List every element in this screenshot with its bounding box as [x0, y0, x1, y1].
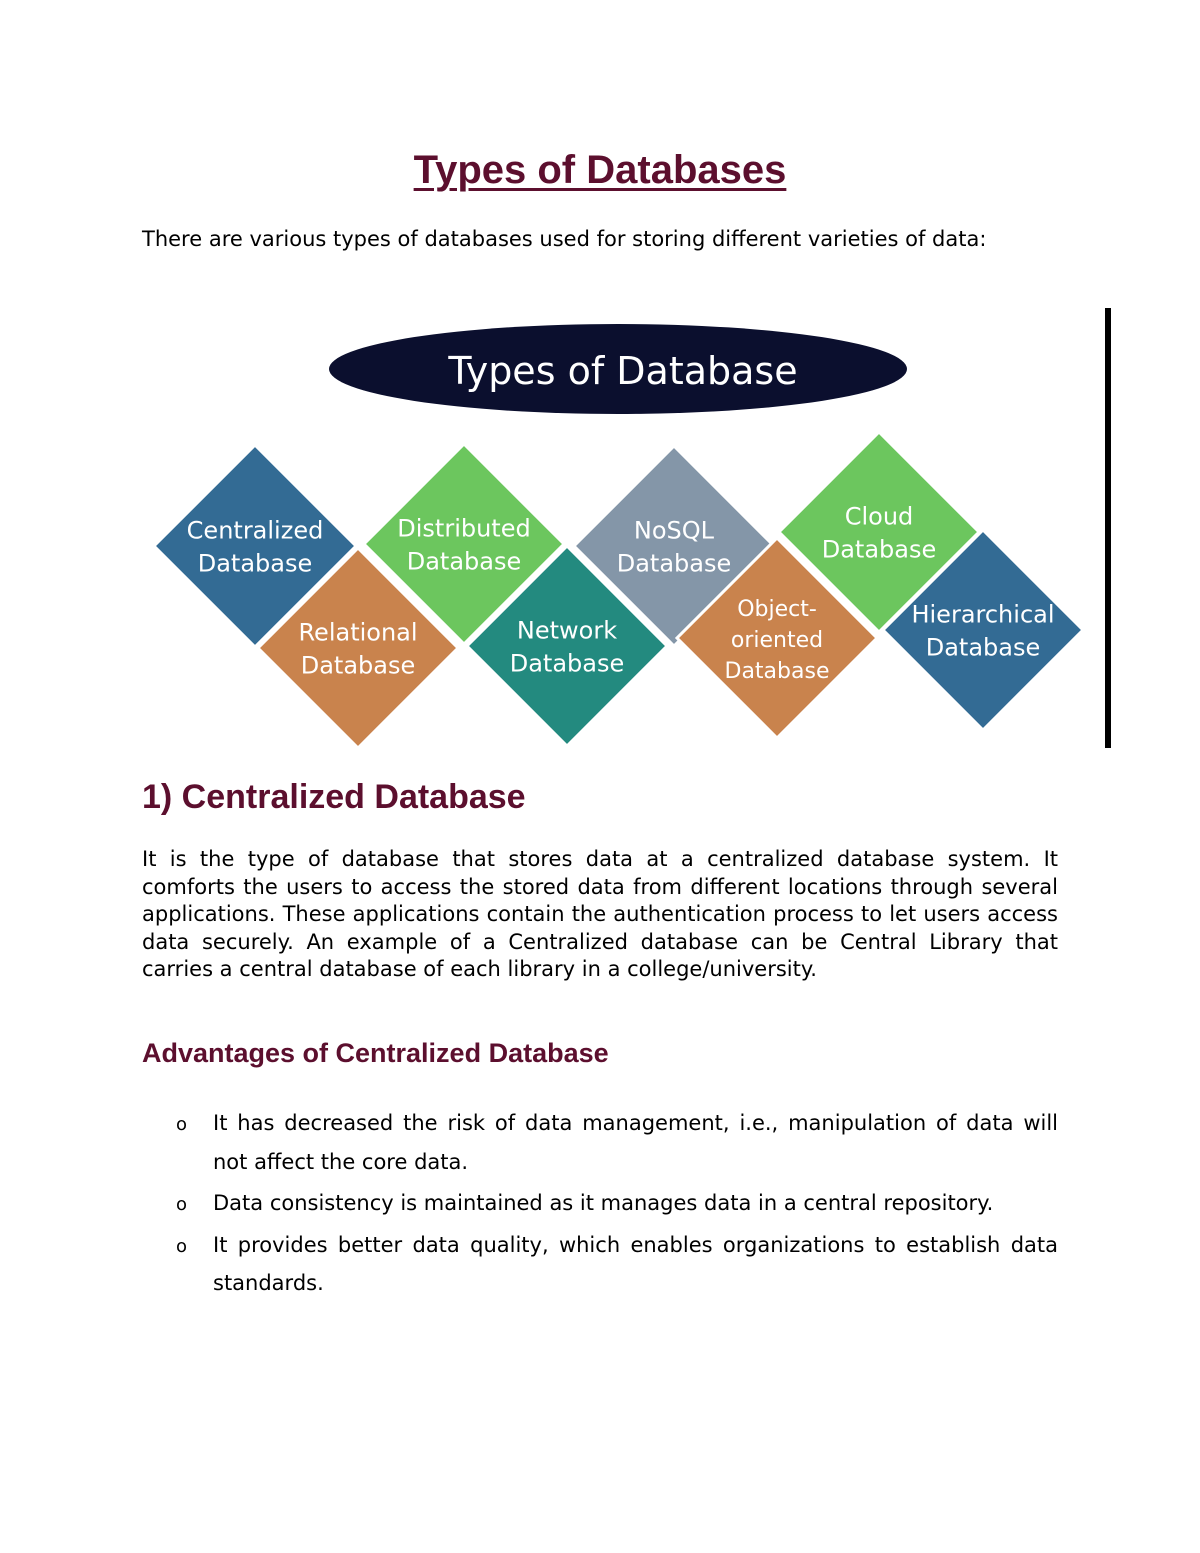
- diagram-node-label: Centralized: [186, 516, 324, 545]
- diagram-node-label: Database: [406, 547, 522, 576]
- bullet-icon: o: [176, 1194, 188, 1215]
- diagram-node-label: Database: [300, 651, 416, 680]
- diagram-node-label: Relational: [298, 618, 418, 647]
- diagram-node-label: Database: [509, 649, 625, 678]
- bullet-icon: o: [176, 1114, 188, 1135]
- diagram-node-label: Distributed: [397, 514, 531, 543]
- list-item: [142, 1104, 1058, 1181]
- banner-text: Types of Database: [448, 349, 798, 393]
- diagram-node-label: Database: [197, 549, 313, 578]
- advantage-text: Data consistency is maintained as it manages data in a central repository.: [213, 1191, 994, 1215]
- diagram-node-label: Hierarchical: [911, 600, 1055, 629]
- intro-paragraph: There are various types of databases used for storing different varieties of data:: [142, 227, 987, 251]
- diagram-node-label: Database: [616, 549, 732, 578]
- bullet-icon: o: [176, 1235, 188, 1257]
- advantages-list: [142, 1104, 1058, 1306]
- diagram-node-label: NoSQL: [633, 516, 715, 545]
- diagram-node-label: Database: [724, 659, 830, 684]
- diagram-node-label: Database: [821, 535, 937, 564]
- section-body: It is the type of database that stores data at a centralized database system. It comforts the users to access the stored data from different locations through several applications. These applications contain the authentication process to let users access data securely. An example of a Centralized database can be Central Library that carries a central database of each library in a college/university.: [142, 847, 1058, 981]
- list-item: [142, 1184, 1058, 1223]
- side-bar: [1105, 308, 1111, 748]
- diagram-node-label: Object-: [737, 597, 817, 622]
- diagram-node-label: oriented: [730, 628, 824, 653]
- diagram-node-label: Database: [925, 633, 1041, 662]
- diagram-node-label: Network: [516, 616, 618, 645]
- advantage-text: It provides better data quality, which enables organizations to establish data standards.: [213, 1232, 1058, 1295]
- page-title: Types of Databases: [413, 148, 787, 192]
- section-heading: 1) Centralized Database: [142, 778, 526, 816]
- advantages-heading: Advantages of Centralized Database: [142, 1038, 609, 1068]
- advantage-text: It has decreased the risk of data management, i.e., manipulation of data will not affect the core data.: [213, 1111, 1058, 1174]
- list-item: [142, 1226, 1058, 1303]
- diagram-node-label: Cloud: [844, 502, 914, 531]
